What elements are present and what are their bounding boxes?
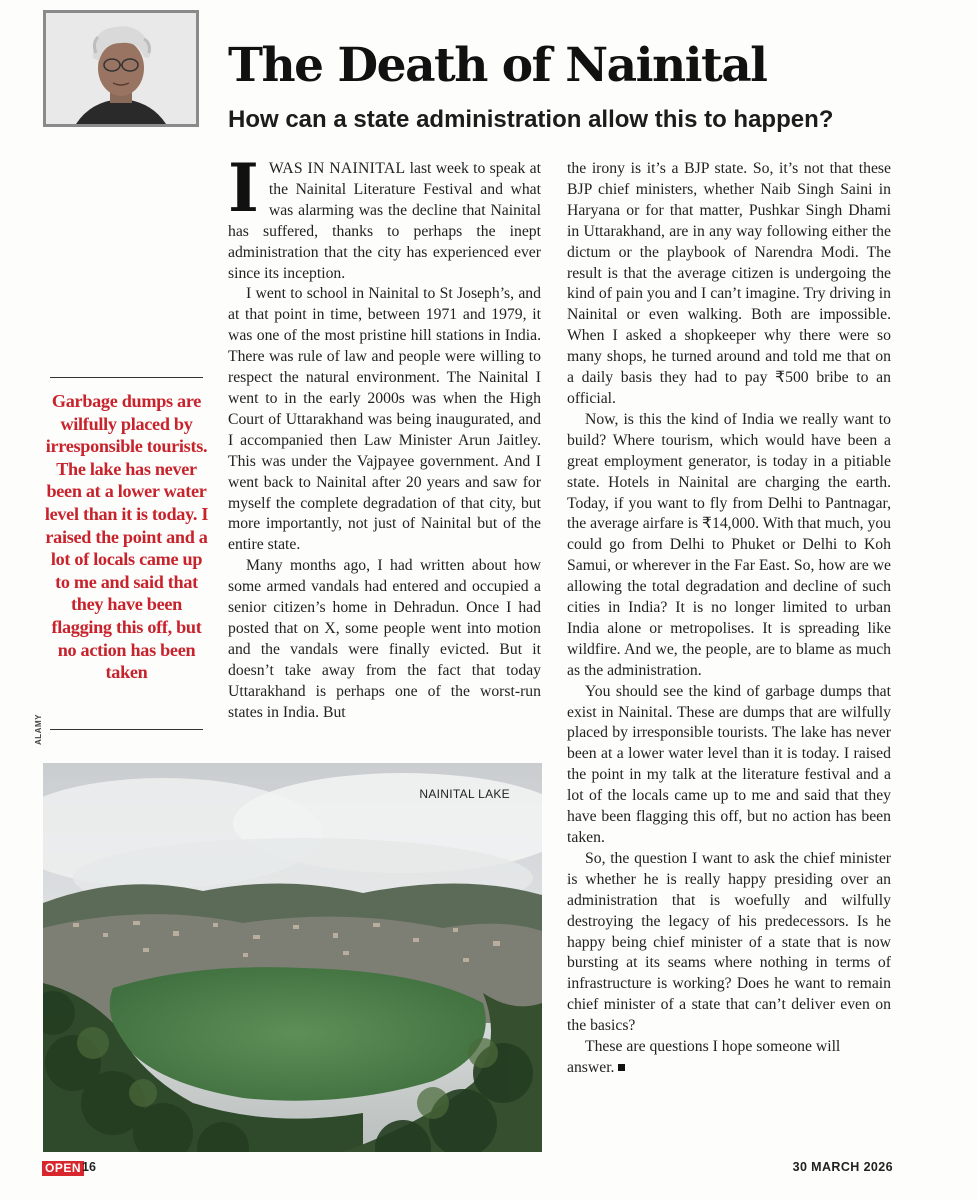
paragraph: Now, is this the kind of India we really want to build? Where tourism, which would have been a great employment generator, is today in a pitiable state. Hotels in Nainital are charging the earth. Today, if you want to fly from Delhi to Pantnagar, the average airfare is ₹14,000. With that much, you could go from Delhi to Phuket or Delhi to Koh Samui, or wherever in the Far East. So, how are we allowing the total degradation and decline of such cities in India? It is no longer limited to urban India alone or metropolises. It is spreading like wildfire. And we, the people, are to blame as much as the administration. (567, 410, 892, 679)
paragraph (228, 149, 541, 284)
paragraph-text: last week to speak at the Nainital Literature Festival and what was alarming was the decline that Nainital has suffered, thanks to perhaps the inept administration that the city has experienced ever since its inception. (228, 160, 541, 282)
subheadline: How can a state administration allow this to happen? (228, 106, 834, 133)
end-mark-icon (618, 1064, 625, 1071)
lake-landscape-image (43, 763, 542, 1152)
photo-caption: NAINITAL LAKE (419, 787, 510, 801)
open-magazine-logo: OPEN (42, 1161, 84, 1176)
author-portrait-image (46, 13, 196, 124)
paragraph: Many months ago, I had written about how some armed vandals had entered and occupied a senior citizen’s home in Dehradun. Once I had posted that on X, some people went into motion and the vandals were finally evicted. But it doesn’t take away from the fact that today Uttarakhand is perhaps one of the worst-run states in India. But (228, 557, 541, 721)
pullquote: Garbage dumps are wilfully placed by irresponsible tourists. The lake has never been at a lower water level than it is today. I raised the point and a lot of locals came up to me and said that they have been flagging this off, but no action has been taken (44, 391, 209, 683)
closing-text: These are questions I hope someone will answer. (567, 1038, 841, 1076)
paragraph: So, the question I want to ask the chief minister is whether he is really happy presiding over an administration that is woefully and wilfully destroying the legacy of his predecessors. Is he happy being chief minister of a state that is now bursting at its seams where nothing in terms of infrastructure is working? Does he want to remain chief minister of a state that can’t deliver even on the basics? (567, 849, 891, 1035)
article-column-1 (228, 149, 541, 723)
dropcap: I (228, 149, 259, 227)
author-photo (43, 10, 199, 127)
pullquote-bottom-rule (50, 729, 203, 730)
issue-date: 30 MARCH 2026 (792, 1160, 893, 1174)
paragraph (567, 1037, 891, 1079)
paragraph: I went to school in Nainital to St Joseph’s, and at that point in time, between 1971 and 1979, it was one of the most pristine hill stations in India. There was rule of law and people were willing to respect the natural environment. The Nainital I went to in the early 2000s was when the High Court of Uttarakhand was being inaugurated, and I accompanied then Law Minister Arun Jaitley. This was under the Vajpayee government. And I went back to Nainital after 20 years and saw for myself the complete degradation of that city, but more importantly, not just of Nainital but of the entire state. (228, 285, 541, 554)
headline: The Death of Nainital (228, 38, 767, 93)
lead-in: WAS IN NAINITAL (268, 160, 406, 177)
paragraph: You should see the kind of garbage dumps that exist in Nainital. These are dumps that are wilfully placed by irresponsible tourists. The lake has never been at a lower water level than it is today. I raised the point in my talk at the literature festival and a lot of the locals came up to me and said that they have been flagging this off, but no action has been taken. (567, 682, 891, 846)
photo-credit: ALAMY (34, 714, 43, 745)
pullquote-top-rule (50, 377, 203, 378)
page-number: 16 (82, 1160, 96, 1174)
nainital-lake-photo (43, 763, 542, 1152)
paragraph: the irony is it’s a BJP state. So, it’s not that these BJP chief ministers, whether Naib Singh Saini in Haryana or for that matter, Pushkar Singh Dhami in Uttarakhand, are in any way following either the dictum or the playbook of Narendra Modi. The result is that the average citizen is undergoing the kind of pain you and I can’t imagine. Try driving in Nainital or even walking. Both are impossible. When I asked a shopkeeper why there were so many shops, he turned around and told me that on a daily basis they had to pay ₹500 bribe to an official. (567, 160, 891, 407)
article-column-2 (567, 159, 891, 1079)
